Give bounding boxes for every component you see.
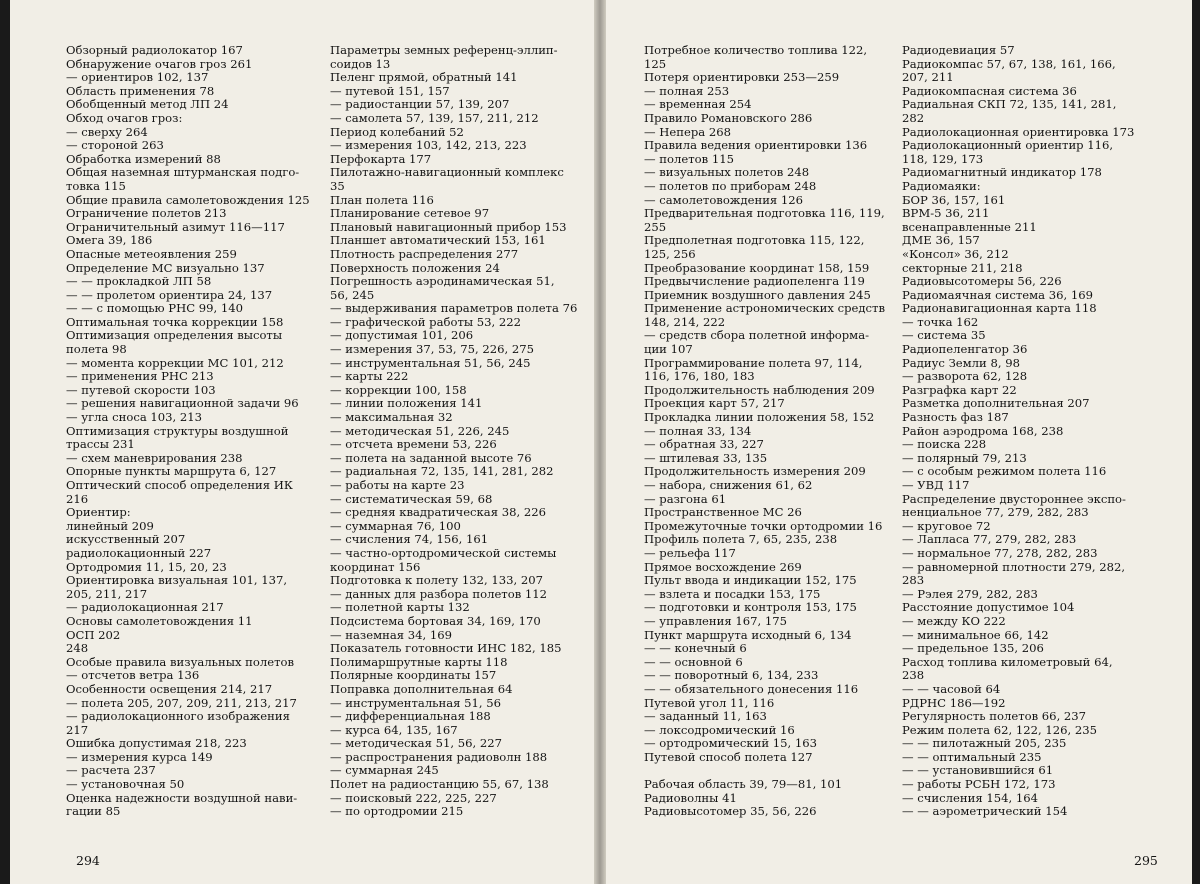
index-entry: — курса 64, 135, 167: [330, 722, 458, 737]
index-entry: Радиальная СКП 72, 135, 141, 281,: [902, 97, 1117, 112]
index-entry: — круговое 72: [902, 518, 991, 533]
index-entry: — обратная 33, 227: [644, 437, 764, 452]
index-entry: Омега 39, 186: [66, 233, 153, 248]
index-entry: Полярные координаты 157: [330, 668, 497, 683]
index-entry: — частно-ортодромической системы: [330, 545, 557, 560]
index-entry: — выдерживания параметров полета 76: [330, 301, 578, 316]
index-entry: — отсчетов ветра 136: [66, 668, 200, 683]
index-entry: — подготовки и контроля 153, 175: [644, 600, 857, 615]
index-entry: трассы 231: [66, 437, 135, 452]
index-entry: Обход очагов гроз:: [66, 110, 183, 125]
index-entry: Радиодевиация 57: [902, 43, 1015, 57]
index-entry: Радиолокационный ориентир 116,: [902, 138, 1114, 153]
index-entry: — радиолокационного изображения: [66, 709, 290, 724]
index-entry: Оптимизация структуры воздушной: [66, 423, 289, 438]
index-entry: — Непера 268: [644, 124, 731, 139]
index-entry: Основы самолетовождения 11: [66, 613, 253, 628]
index-entry: Полет на радиостанцию 55, 67, 138: [330, 777, 549, 792]
index-entry: Правило Романовского 286: [644, 110, 813, 125]
index-entry: Прямое восхождение 269: [644, 559, 802, 574]
index-entry: Ориентир:: [66, 505, 131, 520]
index-entry: Обобщенный метод ЛП 24: [66, 97, 229, 112]
index-entry: Разграфка карт 22: [902, 382, 1017, 397]
index-entry: 35: [330, 178, 345, 193]
index-entry: — — прокладкой ЛП 58: [66, 274, 212, 289]
index-entry: Период колебаний 52: [330, 124, 464, 139]
index-entry: Полимаршрутные карты 118: [330, 654, 508, 669]
index-entry: Радиопеленгатор 36: [902, 342, 1028, 357]
index-entry: — ориентиров 102, 137: [66, 70, 209, 85]
index-entry: ВРМ-5 36, 211: [902, 206, 990, 221]
index-entry: Радиолокационная ориентировка 173: [902, 124, 1135, 139]
index-entry: — максимальная 32: [330, 410, 453, 425]
index-entry: — суммарная 245: [330, 763, 439, 778]
index-entry: — линии положения 141: [330, 396, 483, 411]
index-entry: секторные 211, 218: [902, 260, 1023, 275]
index-entry: — измерения 37, 53, 75, 226, 275: [330, 342, 534, 357]
index-entry: Определение МС визуально 137: [66, 260, 265, 275]
index-entry: — радиальная 72, 135, 141, 281, 282: [330, 464, 554, 479]
index-entry: Обнаружение очагов гроз 261: [66, 56, 253, 71]
index-entry: 116, 176, 180, 183: [644, 369, 755, 384]
index-entry: соидов 13: [330, 56, 391, 71]
index-entry: Оптимизация определения высоты: [66, 328, 283, 343]
index-entry: Расстояние допустимое 104: [902, 600, 1075, 615]
index-entry: — временная 254: [644, 97, 752, 112]
index-entry: ненциальное 77, 279, 282, 283: [902, 505, 1089, 520]
index-entry: — стороной 263: [66, 138, 164, 153]
index-entry: Проекция карт 57, 217: [644, 396, 785, 411]
index-entry: Опорные пункты маршрута 6, 127: [66, 464, 277, 479]
index-entry: — УВД 117: [902, 478, 970, 492]
index-entry: — путевой скорости 103: [66, 382, 216, 397]
index-entry: — — установившийся 61: [902, 763, 1054, 778]
index-entry: Ограничение полетов 213: [66, 206, 227, 221]
index-entry: — — с помощью РНС 99, 140: [66, 301, 244, 316]
index-entry: Радиовысотомер 35, 56, 226: [644, 804, 817, 819]
index-entry: — — пролетом ориентира 24, 137: [66, 287, 273, 302]
index-entry: — минимальное 66, 142: [902, 627, 1049, 642]
index-entry: План полета 116: [330, 192, 434, 207]
index-entry: Радиомаяки:: [902, 178, 981, 193]
index-entry: — Лапласа 77, 279, 282, 283: [902, 532, 1077, 547]
index-entry: — полетов по приборам 248: [644, 178, 817, 193]
index-entry: — полная 253: [644, 83, 730, 98]
index-entry: — с особым режимом полета 116: [902, 464, 1107, 479]
index-entry: ДМЕ 36, 157: [902, 233, 980, 248]
index-column-1: [66, 43, 310, 819]
index-entry: — — пилотажный 205, 235: [902, 736, 1067, 751]
index-entry: Прокладка линии положения 58, 152: [644, 410, 875, 425]
index-entry: — измерения 103, 142, 213, 223: [330, 138, 527, 153]
index-entry: — расчета 237: [66, 763, 156, 778]
index-entry: Распределение двустороннее экспо-: [902, 491, 1126, 506]
index-entry: Промежуточные точки ортодромии 16: [644, 518, 883, 533]
index-entry: Ориентировка визуальная 101, 137,: [66, 573, 288, 588]
index-entry: Предполетная подготовка 115, 122,: [644, 233, 865, 248]
index-entry: — данных для разбора полетов 112: [330, 586, 548, 601]
index-entry: — поисковый 222, 225, 227: [330, 790, 497, 805]
index-entry: Радионавигационная карта 118: [902, 301, 1097, 316]
index-entry: Радиус Земли 8, 98: [902, 355, 1020, 370]
index-entry: Общие правила самолетовождения 125: [66, 192, 310, 207]
index-entry: — самолета 57, 139, 157, 211, 212: [330, 110, 539, 125]
index-entry: Параметры земных референц-эллип-: [330, 43, 558, 57]
index-entry: — систематическая 59, 68: [330, 491, 493, 506]
index-entry: Пункт маршрута исходный 6, 134: [644, 627, 852, 642]
index-entry: Программирование полета 97, 114,: [644, 355, 863, 370]
index-entry: 283: [902, 573, 925, 588]
index-entry: Ортодромия 11, 15, 20, 23: [66, 559, 227, 574]
index-entry: искусственный 207: [66, 532, 186, 547]
index-entry: Разность фаз 187: [902, 410, 1009, 425]
index-entry: — набора, снижения 61, 62: [644, 478, 813, 492]
index-entry: Регулярность полетов 66, 237: [902, 709, 1087, 724]
index-entry: — — оптимальный 235: [902, 749, 1042, 764]
index-entry: Продолжительность измерения 209: [644, 464, 866, 479]
index-entry: — по ортодромии 215: [330, 804, 464, 819]
index-entry: — допустимая 101, 206: [330, 328, 474, 343]
index-entry: — — обязательного донесения 116: [644, 681, 859, 696]
book-spine: [594, 0, 606, 884]
index-entry: Ограничительный азимут 116—117: [66, 219, 285, 234]
index-entry: — локсодромический 16: [644, 722, 795, 737]
index-entry: — самолетовождения 126: [644, 192, 804, 207]
index-entry: линейный 209: [66, 518, 154, 533]
index-entry: Применение астрономических средств: [644, 301, 885, 316]
index-entry: Продолжительность наблюдения 209: [644, 382, 875, 397]
index-entry: — визуальных полетов 248: [644, 165, 810, 180]
index-entry: 205, 211, 217: [66, 586, 148, 601]
index-column-2: [330, 44, 576, 819]
index-entry: Поправка дополнительная 64: [330, 681, 513, 696]
index-entry: Режим полета 62, 122, 126, 235: [902, 722, 1097, 737]
index-entry: — момента коррекции МС 101, 212: [66, 355, 284, 370]
index-entry: гации 85: [66, 804, 121, 819]
page-number-left: 294: [76, 853, 100, 868]
index-entry: — средняя квадратическая 38, 226: [330, 505, 546, 520]
index-entry: Планирование сетевое 97: [330, 206, 490, 221]
index-entry: БОР 36, 157, 161: [902, 192, 1006, 207]
index-entry: — отсчета времени 53, 226: [330, 437, 497, 452]
index-entry: 255: [644, 219, 667, 234]
index-entry: Район аэродрома 168, 238: [902, 423, 1064, 438]
index-entry: Предвычисление радиопеленга 119: [644, 274, 865, 289]
index-entry: Плотность распределения 277: [330, 246, 519, 261]
index-entry: Правила ведения ориентировки 136: [644, 138, 868, 153]
index-entry: — — поворотный 6, 134, 233: [644, 668, 819, 683]
index-entry: радиолокационный 227: [66, 545, 212, 560]
index-column-3: [644, 44, 892, 819]
index-entry: — — аэрометрический 154: [902, 804, 1068, 819]
index-entry: — суммарная 76, 100: [330, 518, 461, 533]
index-entry: — ортодромический 15, 163: [644, 736, 818, 751]
index-entry: Радиокомпас 57, 67, 138, 161, 166,: [902, 56, 1116, 71]
index-entry: 217: [66, 722, 89, 737]
index-entry: — применения РНС 213: [66, 369, 214, 384]
index-entry: — сверху 264: [66, 124, 148, 139]
page-number-right: 295: [1134, 853, 1158, 868]
index-entry: — методическая 51, 56, 227: [330, 736, 502, 751]
index-entry: Оценка надежности воздушной нави-: [66, 790, 298, 805]
index-entry: — работы РСБН 172, 173: [902, 777, 1056, 792]
index-entry: всенаправленные 211: [902, 219, 1037, 234]
index-entry: Показатель готовности ИНС 182, 185: [330, 641, 562, 656]
index-entry: 118, 129, 173: [902, 151, 984, 166]
index-entry: Пилотажно-навигационный комплекс: [330, 165, 564, 180]
index-entry: — работы на карте 23: [330, 478, 465, 492]
index-entry: «Консол» 36, 212: [902, 246, 1009, 261]
index-entry: Подготовка к полету 132, 133, 207: [330, 573, 543, 588]
index-entry: — предельное 135, 206: [902, 641, 1044, 656]
index-entry: 207, 211: [902, 70, 954, 85]
index-entry: — полярный 79, 213: [902, 450, 1027, 465]
index-entry: — рельефа 117: [644, 545, 736, 560]
index-entry: Потребное количество топлива 122,: [644, 43, 868, 57]
index-entry: 56, 245: [330, 287, 375, 302]
index-entry: Особенности освещения 214, 217: [66, 681, 273, 696]
index-entry: — методическая 51, 226, 245: [330, 423, 510, 438]
index-entry: — радиостанции 57, 139, 207: [330, 97, 510, 112]
index-entry: Ошибка допустимая 218, 223: [66, 736, 247, 751]
index-entry: — угла сноса 103, 213: [66, 410, 203, 425]
index-entry: Оптимальная точка коррекции 158: [66, 314, 284, 329]
index-column-4: [902, 44, 1146, 819]
index-entry: Общая наземная штурманская подго-: [66, 165, 300, 180]
index-entry: Оптический способ определения ИК: [66, 478, 293, 492]
index-entry: — схем маневрирования 238: [66, 450, 243, 465]
index-entry: — — основной 6: [644, 654, 743, 669]
index-entry: 248: [66, 641, 89, 656]
index-entry: — инструментальная 51, 56: [330, 695, 502, 710]
index-entry: Рабочая область 39, 79—81, 101: [644, 777, 843, 792]
index-entry: Потеря ориентировки 253—259: [644, 70, 840, 85]
index-entry: — заданный 11, 163: [644, 709, 767, 724]
index-entry: — коррекции 100, 158: [330, 382, 467, 397]
index-entry: Радиовысотомеры 56, 226: [902, 274, 1062, 289]
index-entry: координат 156: [330, 559, 421, 574]
index-entry: Радиокомпасная система 36: [902, 83, 1077, 98]
index-entry: Пространственное МС 26: [644, 505, 802, 520]
index-entry: — Рэлея 279, 282, 283: [902, 586, 1038, 601]
index-entry: Область применения 78: [66, 83, 215, 98]
index-entry: Расход топлива километровый 64,: [902, 654, 1113, 669]
index-entry: Обработка измерений 88: [66, 151, 221, 166]
index-entry: — равномерной плотности 279, 282,: [902, 559, 1126, 574]
index-entry: Особые правила визуальных полетов: [66, 654, 295, 669]
index-entry: Разметка дополнительная 207: [902, 396, 1090, 411]
index-entry: Погрешность аэродинамическая 51,: [330, 274, 555, 289]
index-entry: Обзорный радиолокатор 167: [66, 43, 243, 57]
index-entry: 148, 214, 222: [644, 314, 726, 329]
index-entry: — средств сбора полетной информа-: [644, 328, 870, 343]
index-entry: — — конечный 6: [644, 641, 747, 656]
index-entry: Профиль полета 7, 65, 235, 238: [644, 532, 838, 547]
index-entry: — нормальное 77, 278, 282, 283: [902, 545, 1098, 560]
index-entry: — путевой 151, 157: [330, 83, 450, 98]
index-entry: Подсистема бортовая 34, 169, 170: [330, 613, 541, 628]
index-entry: ции 107: [644, 342, 693, 357]
index-entry: — установочная 50: [66, 777, 185, 792]
index-entry: РДРНС 186—192: [902, 695, 1006, 710]
index-entry: Перфокарта 177: [330, 151, 432, 166]
index-entry: Планшет автоматический 153, 161: [330, 233, 546, 248]
index-entry: — управления 167, 175: [644, 613, 787, 628]
index-entry: 125: [644, 56, 667, 71]
index-entry: Преобразование координат 158, 159: [644, 260, 870, 275]
index-entry: — между КО 222: [902, 613, 1006, 628]
index-entry: — распространения радиоволн 188: [330, 749, 548, 764]
index-entry: 238: [902, 668, 925, 683]
index-entry: — решения навигационной задачи 96: [66, 396, 299, 411]
index-entry: — полетов 115: [644, 151, 734, 166]
index-entry: [644, 764, 892, 778]
index-entry: 216: [66, 491, 89, 506]
index-entry: Приемник воздушного давления 245: [644, 287, 871, 302]
index-entry: — полетной карты 132: [330, 600, 470, 615]
index-entry: — полета на заданной высоте 76: [330, 450, 532, 465]
index-entry: — штилевая 33, 135: [644, 450, 768, 465]
index-entry: — точка 162: [902, 314, 979, 329]
index-entry: — поиска 228: [902, 437, 987, 452]
index-entry: Пеленг прямой, обратный 141: [330, 70, 518, 85]
index-entry: — измерения курса 149: [66, 749, 213, 764]
index-entry: товка 115: [66, 178, 126, 193]
index-entry: полета 98: [66, 342, 127, 357]
index-entry: Путевой угол 11, 116: [644, 695, 775, 710]
index-entry: Поверхность положения 24: [330, 260, 500, 275]
index-entry: — графической работы 53, 222: [330, 314, 522, 329]
index-entry: ОСП 202: [66, 627, 121, 642]
index-entry: Путевой способ полета 127: [644, 749, 813, 764]
index-entry: — инструментальная 51, 56, 245: [330, 355, 531, 370]
index-entry: — счисления 154, 164: [902, 790, 1038, 805]
index-entry: Предварительная подготовка 116, 119,: [644, 206, 885, 221]
index-entry: — разгона 61: [644, 491, 727, 506]
index-entry: Радиомагнитный индикатор 178: [902, 165, 1102, 180]
index-entry: — дифференциальная 188: [330, 709, 491, 724]
index-entry: — карты 222: [330, 369, 409, 384]
index-entry: Плановый навигационный прибор 153: [330, 219, 567, 234]
index-entry: — полета 205, 207, 209, 211, 213, 217: [66, 695, 297, 710]
index-entry: Радиомаячная система 36, 169: [902, 287, 1093, 302]
index-entry: — система 35: [902, 328, 986, 343]
index-entry: Радиоволны 41: [644, 790, 737, 805]
index-entry: Опасные метеоявления 259: [66, 246, 237, 261]
index-entry: Пульт ввода и индикации 152, 175: [644, 573, 857, 588]
index-entry: — наземная 34, 169: [330, 627, 453, 642]
index-entry: 282: [902, 110, 925, 125]
index-entry: — радиолокационная 217: [66, 600, 224, 615]
index-entry: — взлета и посадки 153, 175: [644, 586, 821, 601]
index-entry: — — часовой 64: [902, 681, 1001, 696]
index-entry: — полная 33, 134: [644, 423, 752, 438]
index-entry: — счисления 74, 156, 161: [330, 532, 489, 547]
index-entry: — разворота 62, 128: [902, 369, 1028, 384]
index-entry: 125, 256: [644, 246, 696, 261]
